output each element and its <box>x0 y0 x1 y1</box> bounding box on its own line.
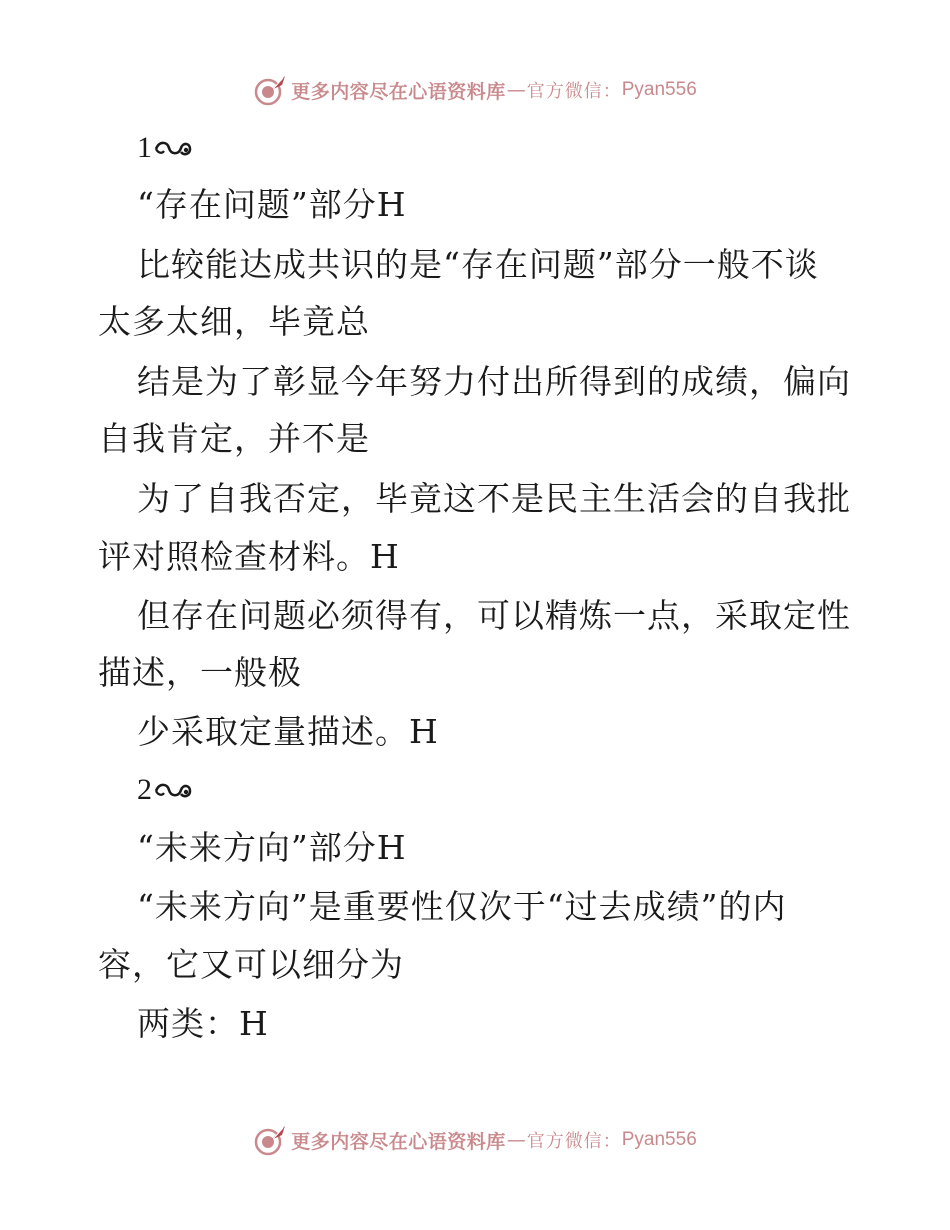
para6-line2: 容，它又可以细分为 <box>98 945 404 984</box>
para3-line1: 为了自我否定，毕竟这不是民主生活会的自我批 <box>137 479 851 518</box>
ornament-icon <box>153 777 193 803</box>
para4-line2: 描述，一般极 <box>98 653 302 692</box>
quill-logo-icon <box>253 1123 287 1157</box>
footer-banner-text: 更多内容尽在心语资料库 <box>291 1130 506 1153</box>
footer-banner-sub: 官方微信： <box>526 1131 622 1152</box>
para2-line2: 自我肯定，并不是 <box>98 419 370 458</box>
para3-line2: 评对照检查材料。H <box>98 537 400 576</box>
header-banner-separator: — <box>506 79 526 101</box>
footer-banner <box>0 1120 950 1160</box>
item1-number: 1 <box>137 131 153 164</box>
para2-line1: 结是为了彰显今年努力付出所得到的成绩，偏向 <box>137 362 851 401</box>
item2-number: 2 <box>137 773 153 806</box>
quill-logo-icon <box>253 73 287 107</box>
ornament-icon <box>153 135 193 161</box>
item2-number-line <box>137 770 193 810</box>
para7-line1: 两类：H <box>137 1004 269 1043</box>
header-banner-id: Pyan556 <box>621 79 697 100</box>
item2-heading: “未来方向”部分H <box>137 828 407 867</box>
para5-line1: 少采取定量描述。H <box>137 712 439 751</box>
para6-line1: “未来方向”是重要性仅次于“过去成绩”的内 <box>137 887 787 926</box>
para1-line1: 比较能达成共识的是“存在问题”部分一般不谈 <box>137 245 819 284</box>
header-banner-sub: 官方微信： <box>526 81 622 102</box>
item1-heading: “存在问题”部分H <box>137 185 407 224</box>
para4-line1: 但存在问题必须得有，可以精炼一点，采取定性 <box>137 596 851 635</box>
footer-banner-id: Pyan556 <box>621 1129 697 1150</box>
item1-number-line <box>137 128 193 168</box>
header-banner-text: 更多内容尽在心语资料库 <box>291 80 506 103</box>
para1-line2: 太多太细，毕竟总 <box>98 302 370 341</box>
header-banner <box>0 70 950 110</box>
footer-banner-separator: — <box>506 1129 526 1151</box>
